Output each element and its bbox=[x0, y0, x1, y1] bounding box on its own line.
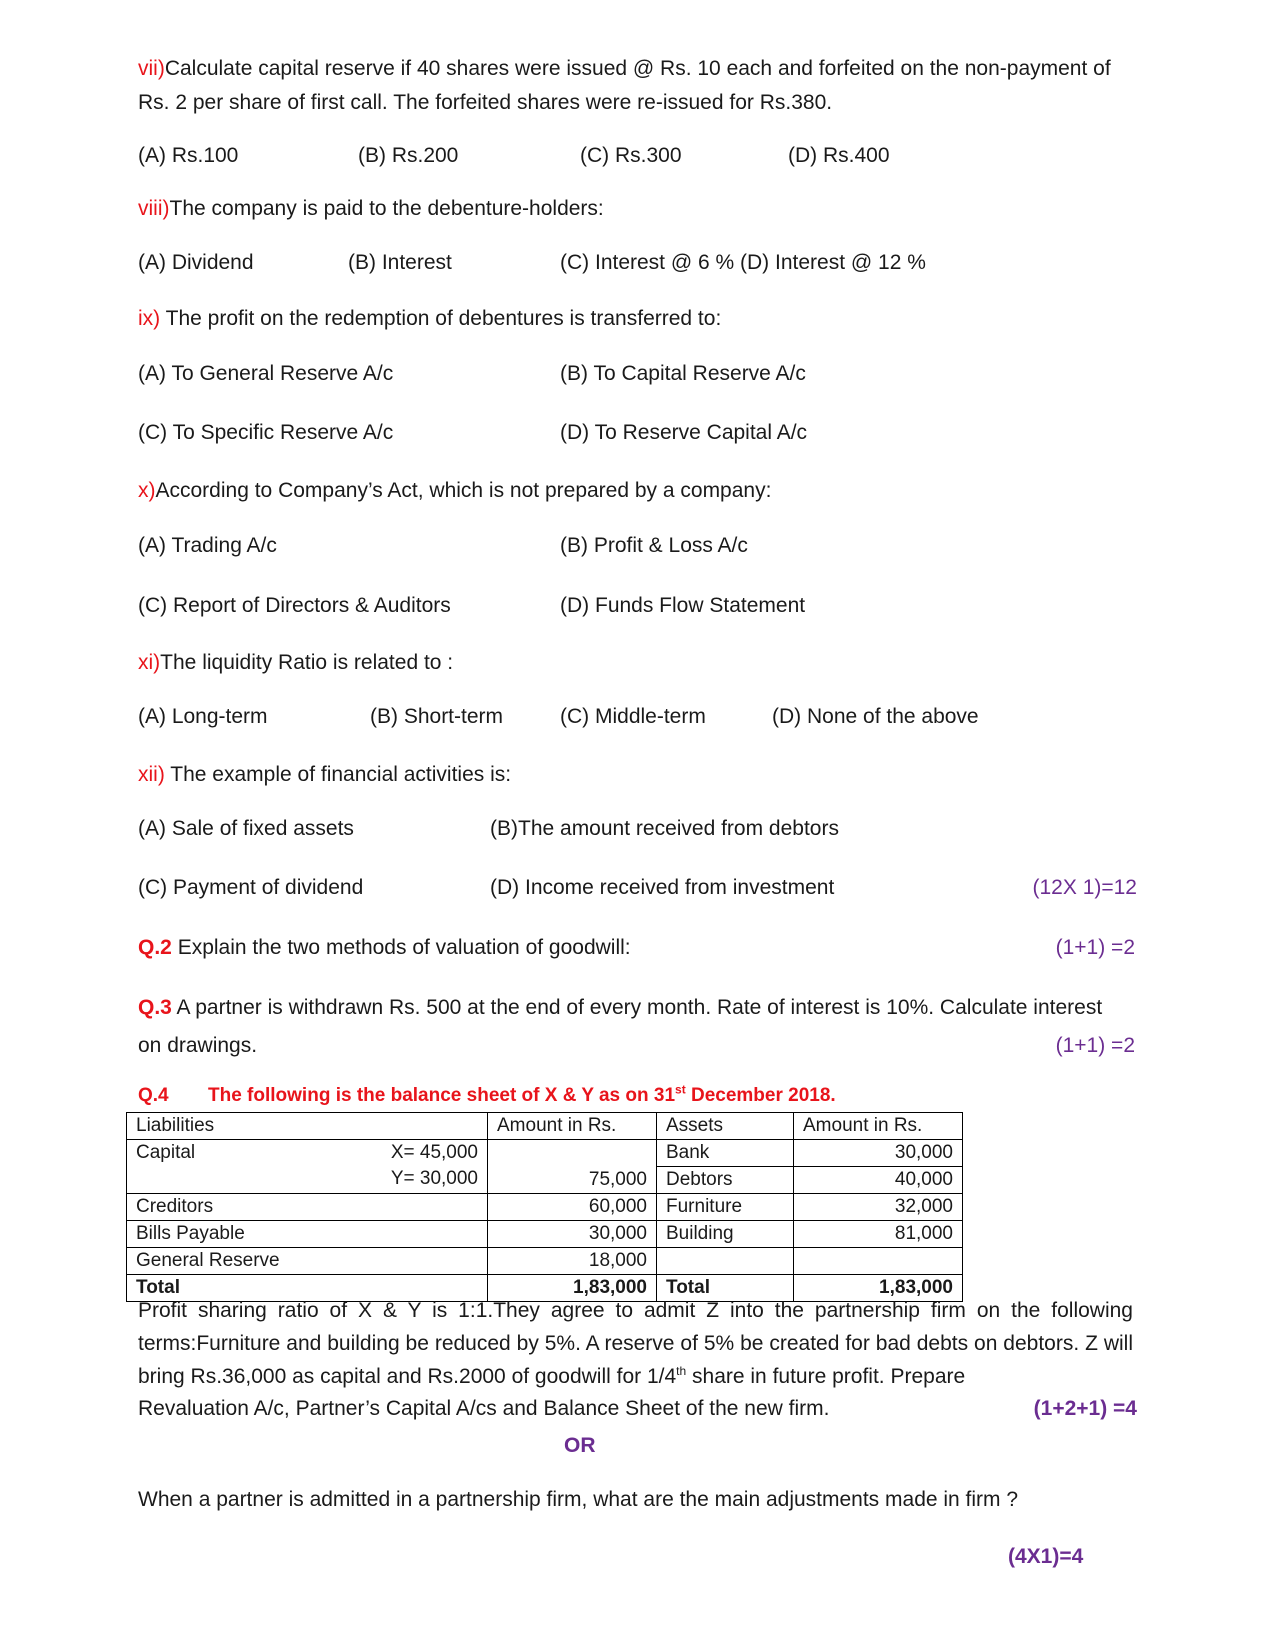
question-text: The profit on the redemption of debentures is transferred to: bbox=[160, 307, 722, 330]
question-text: The company is paid to the debenture-holders: bbox=[169, 197, 604, 220]
liability-amount: 30,000 bbox=[488, 1221, 657, 1248]
question-number: ix) bbox=[138, 307, 161, 330]
question-viii bbox=[138, 196, 604, 221]
table-row bbox=[127, 1194, 963, 1221]
capital-total: 75,000 bbox=[488, 1140, 657, 1194]
capital-y: Y= 30,000 bbox=[390, 1168, 478, 1189]
paragraph-text: Profit sharing ratio of X & Y is 1:1.They agree to admit Z into the partnership firm on the following terms:Furniture and building be reduced by 5%. A reserve of 5% be created for bad debts on debtors. Z will bring Rs.36,000 as capital and Rs.2000 of goodwill for 1/4 bbox=[138, 1299, 1133, 1388]
question-vii-line2: Rs. 2 per share of first call. The forfeited shares were re-issued for Rs.380. bbox=[138, 91, 833, 114]
question-text: The liquidity Ratio is related to : bbox=[160, 651, 454, 674]
asset-amount bbox=[794, 1248, 963, 1275]
question-q4-paragraph bbox=[138, 1294, 1133, 1393]
option-b: (B) Short-term bbox=[370, 705, 504, 728]
total-asset-label: Total bbox=[657, 1275, 794, 1302]
option-a: (A) Long-term bbox=[138, 705, 268, 728]
question-vii-line1 bbox=[138, 56, 1111, 81]
title-text: The following is the balance sheet of X & Y as on 31 bbox=[208, 1085, 676, 1106]
asset-amount: 81,000 bbox=[794, 1221, 963, 1248]
option-b: (B)The amount received from debtors bbox=[490, 817, 839, 840]
asset-label: Building bbox=[657, 1221, 794, 1248]
question-text: Explain the two methods of valuation of goodwill: bbox=[171, 936, 631, 959]
option-b: (B) To Capital Reserve A/c bbox=[560, 362, 806, 385]
question-text: According to Company’s Act, which is not prepared by a company: bbox=[155, 479, 772, 502]
option-c: (C) Rs.300 bbox=[580, 144, 682, 167]
option-d: (D) None of the above bbox=[772, 705, 979, 728]
option-a: (A) Trading A/c bbox=[138, 534, 277, 557]
option-b: (B) Interest bbox=[348, 251, 452, 274]
asset-debtors: Debtors bbox=[657, 1167, 794, 1194]
question-q4-alternative: When a partner is admitted in a partnership firm, what are the main adjustments made in firm ? bbox=[138, 1488, 1019, 1511]
option-b: (B) Rs.200 bbox=[358, 144, 459, 167]
option-c: (C) Report of Directors & Auditors bbox=[138, 594, 451, 617]
option-c: (C) To Specific Reserve A/c bbox=[138, 421, 394, 444]
question-number: x) bbox=[138, 479, 156, 502]
marks-q1: (12X 1)=12 bbox=[1032, 876, 1137, 899]
option-a: (A) Rs.100 bbox=[138, 144, 239, 167]
header-liabilities: Liabilities bbox=[127, 1113, 488, 1140]
liability-label: Bills Payable bbox=[127, 1221, 488, 1248]
total-asset-amount: 1,83,000 bbox=[794, 1275, 963, 1302]
option-c: (C) Middle-term bbox=[560, 705, 706, 728]
header-amount: Amount in Rs. bbox=[488, 1113, 657, 1140]
liability-amount: 18,000 bbox=[488, 1248, 657, 1275]
option-a: (A) To General Reserve A/c bbox=[138, 362, 394, 385]
question-text: The example of financial activities is: bbox=[164, 763, 512, 786]
marks-q4-alternative: (4X1)=4 bbox=[1008, 1545, 1084, 1568]
total-amount: 1,83,000 bbox=[488, 1275, 657, 1302]
table-header-row bbox=[127, 1113, 963, 1140]
question-number: Q.2 bbox=[138, 936, 172, 959]
option-c: (C) Payment of dividend bbox=[138, 876, 364, 899]
table-row bbox=[127, 1140, 963, 1167]
question-number: vii) bbox=[138, 57, 165, 80]
question-x bbox=[138, 478, 771, 503]
header-assets: Assets bbox=[657, 1113, 794, 1140]
question-xi bbox=[138, 650, 453, 675]
question-number: Q.3 bbox=[138, 996, 172, 1019]
question-number: xii) bbox=[138, 763, 165, 786]
option-d: (D) Income received from investment bbox=[490, 876, 835, 899]
capital-x: X= 45,000 bbox=[390, 1142, 478, 1163]
liability-label: Creditors bbox=[127, 1194, 488, 1221]
table-row bbox=[127, 1248, 963, 1275]
liability-amount: 60,000 bbox=[488, 1194, 657, 1221]
question-text: A partner is withdrawn Rs. 500 at the end of every month. Rate of interest is 10%. Calculate interest bbox=[171, 996, 1103, 1019]
or-separator: OR bbox=[564, 1434, 596, 1457]
question-text: Calculate capital reserve if 40 shares were issued @ Rs. 10 each and forfeited on the non-payment of bbox=[164, 57, 1111, 80]
option-d: (D) Funds Flow Statement bbox=[560, 594, 806, 617]
option-a: (A) Dividend bbox=[138, 251, 254, 274]
marks-q2: (1+1) =2 bbox=[1055, 936, 1135, 959]
asset-debtors-amount: 40,000 bbox=[794, 1167, 963, 1194]
option-a: (A) Sale of fixed assets bbox=[138, 817, 354, 840]
capital-cell bbox=[127, 1140, 488, 1194]
marks-q4: (1+2+1) =4 bbox=[1033, 1397, 1137, 1420]
question-q4-last-line: Revaluation A/c, Partner’s Capital A/cs and Balance Sheet of the new firm. bbox=[138, 1397, 830, 1420]
option-b: (B) Profit & Loss A/c bbox=[560, 534, 748, 557]
question-q4-title bbox=[208, 1082, 836, 1108]
question-q3-line2: on drawings. bbox=[138, 1034, 258, 1057]
option-c-d: (C) Interest @ 6 % (D) Interest @ 12 % bbox=[560, 251, 926, 274]
asset-bank-amount: 30,000 bbox=[794, 1140, 963, 1167]
total-label: Total bbox=[127, 1275, 488, 1302]
question-q2 bbox=[138, 935, 631, 960]
liability-label: General Reserve bbox=[127, 1248, 488, 1275]
paragraph-superscript: th bbox=[676, 1364, 687, 1378]
question-q4-number: Q.4 bbox=[138, 1085, 169, 1106]
header-amount-assets: Amount in Rs. bbox=[794, 1113, 963, 1140]
table-row bbox=[127, 1221, 963, 1248]
capital-label: Capital bbox=[136, 1142, 196, 1163]
question-ix bbox=[138, 306, 721, 331]
marks-q3: (1+1) =2 bbox=[1055, 1034, 1135, 1057]
question-xii bbox=[138, 762, 511, 787]
asset-label: Furniture bbox=[657, 1194, 794, 1221]
option-d: (D) To Reserve Capital A/c bbox=[560, 421, 808, 444]
paragraph-text-end: share in future profit. Prepare bbox=[686, 1365, 966, 1388]
question-q3-line1 bbox=[138, 995, 1102, 1020]
balance-sheet-table bbox=[126, 1112, 963, 1302]
asset-label bbox=[657, 1248, 794, 1275]
asset-bank: Bank bbox=[657, 1140, 794, 1167]
question-number: xi) bbox=[138, 651, 161, 674]
asset-amount: 32,000 bbox=[794, 1194, 963, 1221]
title-superscript: st bbox=[675, 1082, 686, 1097]
option-d: (D) Rs.400 bbox=[788, 144, 890, 167]
question-number: viii) bbox=[138, 197, 170, 220]
title-end: December 2018. bbox=[685, 1085, 836, 1106]
